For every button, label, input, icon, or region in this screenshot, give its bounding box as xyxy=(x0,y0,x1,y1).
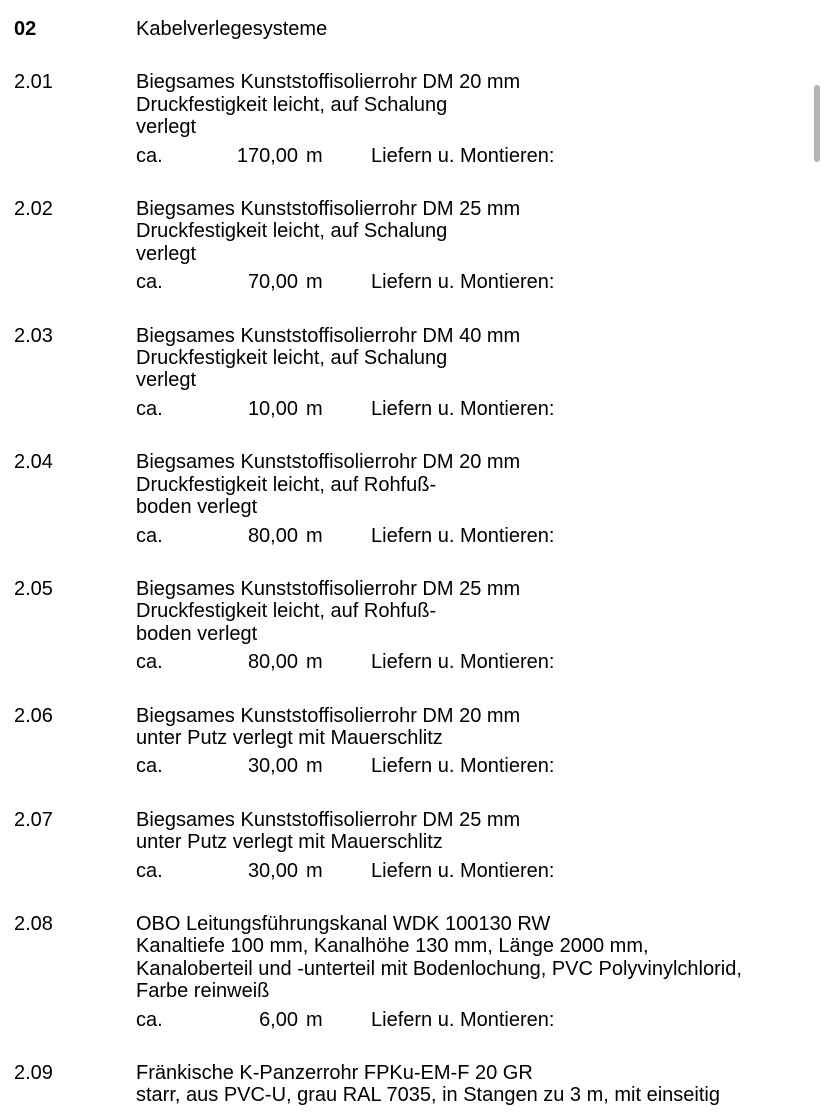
supply-action-label: Liefern u. Montieren: xyxy=(371,651,555,674)
quantity-prefix: ca. xyxy=(136,1008,163,1031)
line-item xyxy=(0,71,828,167)
line-item xyxy=(0,198,828,294)
supply-action-label: Liefern u. Montieren: xyxy=(371,397,555,420)
item-number: 2.08 xyxy=(14,912,53,935)
item-description xyxy=(136,809,828,854)
item-description-line: starr, aus PVC-U, grau RAL 7035, in Stangen zu 3 m, mit einseitig xyxy=(136,1084,720,1107)
quantity-value: 30,00 xyxy=(247,859,298,882)
quantity-value: 80,00 xyxy=(247,651,298,674)
supply-action-label: Liefern u. Montieren: xyxy=(371,271,555,294)
quantity-unit: m xyxy=(306,859,323,882)
quantity-prefix: ca. xyxy=(136,144,163,167)
item-description-line: Biegsames Kunststoffisolierrohr DM 40 mm xyxy=(136,324,521,347)
quantity-unit: m xyxy=(306,144,323,167)
quantity-prefix: ca. xyxy=(136,271,163,294)
item-number: 2.04 xyxy=(14,451,53,474)
item-description-line: Druckfestigkeit leicht, auf Rohfuß- xyxy=(136,600,437,623)
item-description-line: Farbe reinweiß xyxy=(136,980,270,1003)
quantity-value: 80,00 xyxy=(247,524,298,547)
item-description xyxy=(136,198,828,265)
supply-action-label: Liefern u. Montieren: xyxy=(371,524,555,547)
line-item xyxy=(0,1062,828,1107)
quantity-value: 30,00 xyxy=(247,755,298,778)
line-item xyxy=(0,578,828,674)
quantity-row xyxy=(136,1009,828,1031)
item-description-line: Biegsames Kunststoffisolierrohr DM 20 mm xyxy=(136,704,521,727)
item-description xyxy=(136,578,828,645)
section-number: 02 xyxy=(14,18,37,40)
item-description xyxy=(136,325,828,392)
quantity-row xyxy=(136,651,828,673)
item-list xyxy=(0,71,828,1106)
item-description-line: Druckfestigkeit leicht, auf Schalung xyxy=(136,220,448,243)
quantity-value: 10,00 xyxy=(247,397,298,420)
section-title: Kabelverlegesysteme xyxy=(136,18,328,40)
quantity-unit: m xyxy=(306,397,323,420)
line-item xyxy=(0,913,828,1031)
quantity-unit: m xyxy=(306,755,323,778)
supply-action-label: Liefern u. Montieren: xyxy=(371,1008,555,1031)
supply-action-label: Liefern u. Montieren: xyxy=(371,144,555,167)
item-description-line: Biegsames Kunststoffisolierrohr DM 25 mm xyxy=(136,808,521,831)
item-description xyxy=(136,451,828,518)
quantity-row xyxy=(136,525,828,547)
quantity-value: 70,00 xyxy=(247,271,298,294)
vertical-scrollbar-thumb[interactable] xyxy=(814,85,820,162)
quantity-prefix: ca. xyxy=(136,397,163,420)
section-header xyxy=(0,18,828,40)
quantity-prefix: ca. xyxy=(136,524,163,547)
quantity-value: 6,00 xyxy=(259,1008,298,1031)
quantity-row xyxy=(136,755,828,777)
item-description-line: Druckfestigkeit leicht, auf Rohfuß- xyxy=(136,473,437,496)
quantity-value: 170,00 xyxy=(236,144,298,167)
item-description-line: Biegsames Kunststoffisolierrohr DM 25 mm xyxy=(136,198,521,221)
item-number: 2.03 xyxy=(14,324,53,347)
item-description-line: Biegsames Kunststoffisolierrohr DM 25 mm xyxy=(136,577,521,600)
line-item xyxy=(0,705,828,778)
item-description-line: Biegsames Kunststoffisolierrohr DM 20 mm xyxy=(136,451,521,474)
item-number: 2.06 xyxy=(14,704,53,727)
item-description-line: boden verlegt xyxy=(136,496,258,519)
quantity-unit: m xyxy=(306,524,323,547)
item-description-line: Biegsames Kunststoffisolierrohr DM 20 mm xyxy=(136,71,521,94)
item-number: 2.07 xyxy=(14,808,53,831)
line-item xyxy=(0,451,828,547)
item-description-line: unter Putz verlegt mit Mauerschlitz xyxy=(136,831,443,854)
item-number: 2.02 xyxy=(14,198,53,221)
item-description xyxy=(136,913,828,1003)
item-description-line: Kanaloberteil und -unterteil mit Bodenlochung, PVC Polyvinylchlorid, xyxy=(136,957,742,980)
item-description-line: verlegt xyxy=(136,242,197,265)
item-number: 2.01 xyxy=(14,71,53,94)
item-description-line: verlegt xyxy=(136,369,197,392)
item-description-line: verlegt xyxy=(136,116,197,139)
supply-action-label: Liefern u. Montieren: xyxy=(371,755,555,778)
quantity-prefix: ca. xyxy=(136,755,163,778)
supply-action-label: Liefern u. Montieren: xyxy=(371,859,555,882)
item-description-line: boden verlegt xyxy=(136,622,258,645)
item-description-line: unter Putz verlegt mit Mauerschlitz xyxy=(136,726,443,749)
line-item xyxy=(0,325,828,421)
quantity-prefix: ca. xyxy=(136,859,163,882)
item-description-line: Fränkische K-Panzerrohr FPKu-EM-F 20 GR xyxy=(136,1062,533,1084)
quantity-prefix: ca. xyxy=(136,651,163,674)
item-number: 2.09 xyxy=(14,1062,53,1084)
item-description xyxy=(136,705,828,750)
quantity-unit: m xyxy=(306,271,323,294)
item-description-line: Kanaltiefe 100 mm, Kanalhöhe 130 mm, Länge 2000 mm, xyxy=(136,935,649,958)
quantity-row xyxy=(136,860,828,882)
item-description xyxy=(136,1062,828,1107)
line-item xyxy=(0,809,828,882)
item-description-line: Druckfestigkeit leicht, auf Schalung xyxy=(136,347,448,370)
quantity-unit: m xyxy=(306,651,323,674)
item-description xyxy=(136,71,828,138)
quantity-row xyxy=(136,145,828,167)
item-description-line: Druckfestigkeit leicht, auf Schalung xyxy=(136,93,448,116)
quantity-row xyxy=(136,398,828,420)
item-description-line: OBO Leitungsführungskanal WDK 100130 RW xyxy=(136,912,551,935)
quantity-row xyxy=(136,271,828,293)
quantity-unit: m xyxy=(306,1008,323,1031)
item-number: 2.05 xyxy=(14,577,53,600)
